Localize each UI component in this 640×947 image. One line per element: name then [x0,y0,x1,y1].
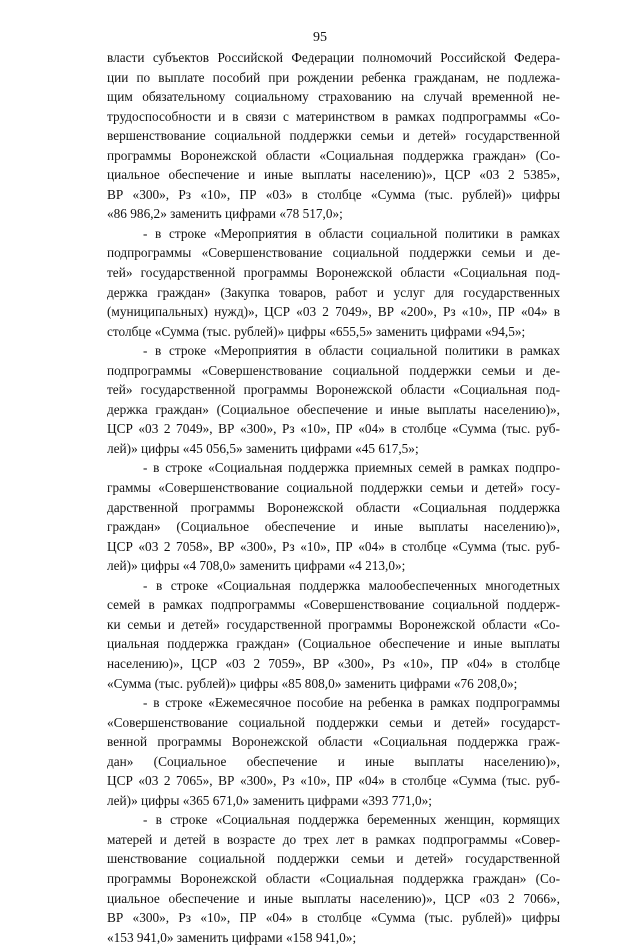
text-line: ЦСР «03 2 7049», ВР «300», Рз «10», ПР «04» в столбце «Сумма (тыс. руб- [107,421,560,437]
text-line: - в строке «Социальная поддержка приемных семей в рамках подпро- [143,460,560,476]
text-line: - в строке «Мероприятия в области социальной политики в рамках [143,225,560,241]
text-line: власти субъектов Российской Федерации полномочий Российской Федера- [107,50,560,65]
text-line: «153 941,0» заменить цифрами «158 941,0»; [107,929,357,945]
page-number: 95 [313,30,327,45]
text-line: - в строке «Мероприятия в области социальной политики в рамках [143,343,560,359]
text-line: циальное обеспечение и иные выплаты населению)», ЦСР «03 2 7066», [107,890,560,906]
text-line: дарственной программы Воронежской области «Социальная поддержка [107,499,560,515]
text-line: «86 986,2» заменить цифрами «78 517,0»; [107,206,343,222]
text-line: трудоспособности и в связи с материнством в рамках подпрограммы «Со- [107,108,560,124]
text-line: матерей и детей в возрасте до трех лет в рамках подпрограммы «Совер- [107,831,560,847]
text-line: - в строке «Социальная поддержка малообеспеченных многодетных [143,577,560,593]
text-line: держка граждан» (Закупка товаров, работ и услуг для государственных [107,284,560,300]
text-line: граммы «Совершенствование социальной поддержки семьи и детей» госу- [107,480,560,496]
text-line: венной программы Воронежской области «Социальная поддержка граж- [107,734,560,750]
text-line: лей)» цифры «4 708,0» заменить цифрами «4 213,0»; [107,558,406,574]
text-line: ВР «300», Рз «10», ПР «03» в столбце «Сумма (тыс. рублей)» цифры [107,186,560,202]
text-line: столбце «Сумма (тыс. рублей)» цифры «655,5» заменить цифрами «94,5»; [107,323,526,339]
text-line: тей» государственной программы Воронежской области «Социальная под- [107,265,560,281]
text-line: программы Воронежской области «Социальная поддержка граждан» (Со- [107,147,560,163]
text-line: населению)», ЦСР «03 2 7059», ВР «300», Рз «10», ПР «04» в столбце [107,655,560,671]
text-line: ции по выплате пособий при рождении ребенка гражданам, не подлежа- [107,69,560,85]
text-line: ЦСР «03 2 7058», ВР «300», Рз «10», ПР «04» в столбце «Сумма (тыс. руб- [107,538,560,554]
text-line: «Сумма (тыс. рублей)» цифры «85 808,0» заменить цифрами «76 208,0»; [107,675,518,691]
text-line: - в строке «Социальная поддержка беременных женщин, кормящих [143,812,560,828]
text-line: ВР «300», Рз «10», ПР «04» в столбце «Сумма (тыс. рублей)» цифры [107,910,560,926]
text-line: ЦСР «03 2 7065», ВР «300», Рз «10», ПР «04» в столбце «Сумма (тыс. руб- [107,773,560,789]
text-line: циальное обеспечение и иные выплаты населению)», ЦСР «03 2 5385», [107,167,560,183]
text-line: шенствование социальной поддержки семьи и детей» государственной [107,851,560,867]
text-line: подпрограммы «Совершенствование социальной поддержки семьи и де- [107,362,560,378]
text-line: дан» (Социальное обеспечение и иные выплаты населению)», [107,753,560,769]
text-line: семей в рамках подпрограммы «Совершенствование социальной поддерж- [107,597,560,613]
text-line: граждан» (Социальное обеспечение и иные выплаты населению)», [107,519,560,535]
text-line: лей)» цифры «45 056,5» заменить цифрами «45 617,5»; [107,440,419,456]
text-line: «Совершенствование социальной поддержки семьи и детей» государст- [107,714,560,730]
text-line: ки семьи и детей» государственной программы Воронежской области «Со- [107,616,560,632]
text-line: вершенствование социальной поддержки семьи и детей» государственной [107,128,560,144]
text-line: циальная поддержка граждан» (Социальное обеспечение и иные выплаты [107,636,560,652]
text-line: держка граждан» (Социальное обеспечение и иные выплаты населению)», [107,401,560,417]
text-line: тей» государственной программы Воронежской области «Социальная под- [107,382,560,398]
text-line: (муниципальных) нужд)», ЦСР «03 2 7049», ВР «200», Рз «10», ПР «04» в [107,304,560,320]
text-line: программы Воронежской области «Социальная поддержка граждан» (Со- [107,870,560,886]
text-line: лей)» цифры «365 671,0» заменить цифрами «393 771,0»; [107,792,432,808]
text-line: подпрограммы «Совершенствование социальной поддержки семьи и де- [107,245,560,261]
text-line: щим обязательному социальному страхованию на случай временной не- [107,89,560,105]
document-body [107,48,560,947]
text-line: - в строке «Ежемесячное пособие на ребенка в рамках подпрограммы [143,695,560,711]
